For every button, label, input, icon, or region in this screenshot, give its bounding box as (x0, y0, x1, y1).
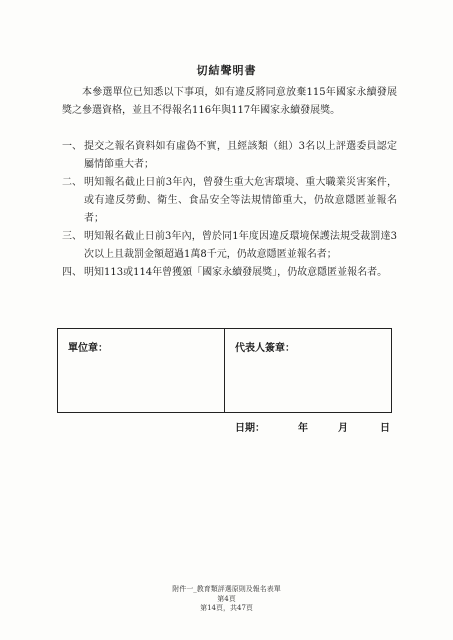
unit-seal-label: 單位章： (68, 343, 108, 354)
list-item (62, 174, 397, 228)
signature-box (57, 328, 392, 413)
date-row (235, 419, 395, 433)
footer-page-total: 第14頁，共47頁 (200, 604, 253, 612)
date-day: 日 (380, 423, 390, 434)
list-item (62, 138, 397, 174)
footer-attachment: 附件一_教育類評選原則及報名表單 (172, 585, 281, 593)
representative-label: 代表人簽章： (235, 343, 295, 354)
date-year: 年 (298, 423, 308, 434)
item-text: 明知報名截止日前3年內，曾於同1年度因違反環境保護法規受裁罰達3次以上且裁罰金額超過1萬8千元，仍故意隱匿並報名者； (84, 231, 397, 260)
representative-signature-field[interactable] (224, 329, 391, 412)
item-number: 三、 (62, 231, 82, 242)
item-number: 二、 (62, 177, 82, 188)
unit-seal-field[interactable] (58, 329, 224, 412)
date-month: 月 (338, 423, 348, 434)
list-item (62, 228, 397, 264)
list-item (62, 264, 397, 282)
item-number: 一、 (62, 141, 82, 152)
declaration-list (62, 138, 397, 282)
item-number: 四、 (62, 267, 82, 278)
item-text: 明知報名截止日前3年內，曾發生重大危害環境、重大職業災害案件，或有違反勞動、衛生、食品安全等法規情節重大，仍故意隱匿並報名者； (84, 177, 397, 224)
item-text: 提交之報名資料如有虛偽不實，且經該類（組）3名以上評選委員認定屬情節重大者； (84, 141, 397, 170)
intro-paragraph: 本參選單位已知悉以下事項，如有違反將同意放棄115年國家永續發展獎之參選資格，並且不得報名116年與117年國家永續發展獎。 (62, 87, 397, 116)
document-title: 切結聲明書 (196, 64, 257, 77)
item-text: 明知113或114年曾獲頒「國家永續發展獎」，仍故意隱匿並報名者。 (84, 267, 388, 278)
date-label: 日期： (235, 423, 265, 434)
footer-page: 第4頁 (217, 595, 236, 603)
